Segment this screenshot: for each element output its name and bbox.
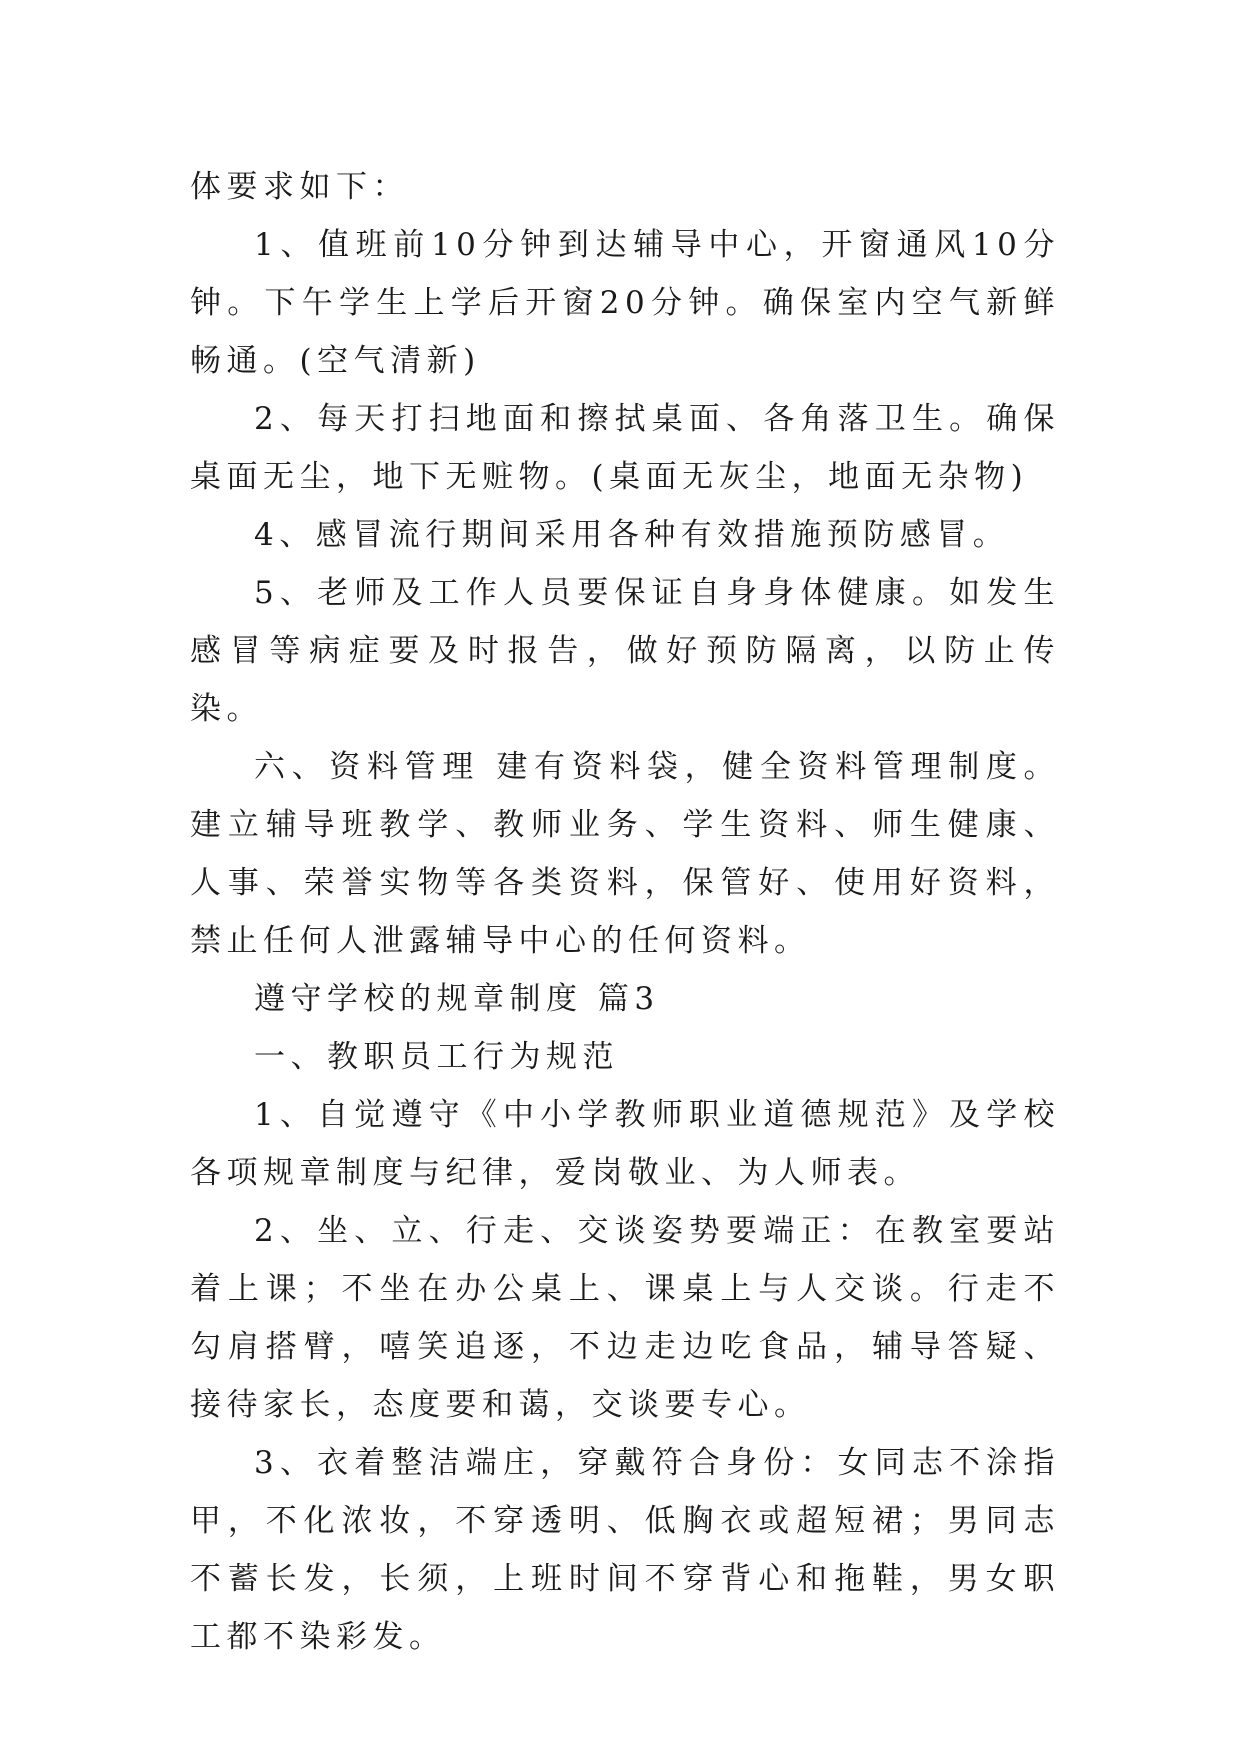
paragraph-3: 4、感冒流行期间采用各种有效措施预防感冒。 (254, 517, 1010, 553)
document-body (190, 158, 1060, 1666)
paragraph-9: 2、坐、立、行走、交谈姿势要端正：在教室要站着上课；不坐在办公桌上、课桌上与人交谈。行走不勾肩搭臂，嘻笑追逐，不边走边吃食品，辅导答疑、接待家长，态度要和蔼，交谈要专心。 (190, 1213, 1060, 1423)
paragraph-0: 体要求如下： (190, 169, 409, 205)
paragraph-10: 3、衣着整洁端庄，穿戴符合身份：女同志不涂指甲，不化浓妆，不穿透明、低胸衣或超短裙；男同志不蓄长发，长须，上班时间不穿背心和拖鞋，男女职工都不染彩发。 (190, 1445, 1060, 1655)
paragraph-8: 1、自觉遵守《中小学教师职业道德规范》及学校各项规章制度与纪律，爱岗敬业、为人师表。 (190, 1097, 1060, 1191)
paragraph-5: 六、资料管理 建有资料袋，健全资料管理制度。建立辅导班教学、教师业务、学生资料、师生健康、人事、荣誉实物等各类资料，保管好、使用好资料，禁止任何人泄露辅导中心的任何资料。 (190, 749, 1060, 959)
paragraph-2: 2、每天打扫地面和擦拭桌面、各角落卫生。确保桌面无尘，地下无赃物。(桌面无灰尘，地面无杂物) (190, 401, 1060, 495)
paragraph-1: 1、值班前10分钟到达辅导中心，开窗通风10分钟。下午学生上学后开窗20分钟。确保室内空气新鲜畅通。(空气清新) (190, 227, 1060, 379)
section-heading: 遵守学校的规章制度 篇3 (254, 981, 660, 1017)
paragraph-4: 5、老师及工作人员要保证自身身体健康。如发生感冒等病症要及时报告，做好预防隔离，以防止传染。 (190, 575, 1060, 727)
subsection-heading: 一、教职员工行为规范 (254, 1039, 619, 1075)
